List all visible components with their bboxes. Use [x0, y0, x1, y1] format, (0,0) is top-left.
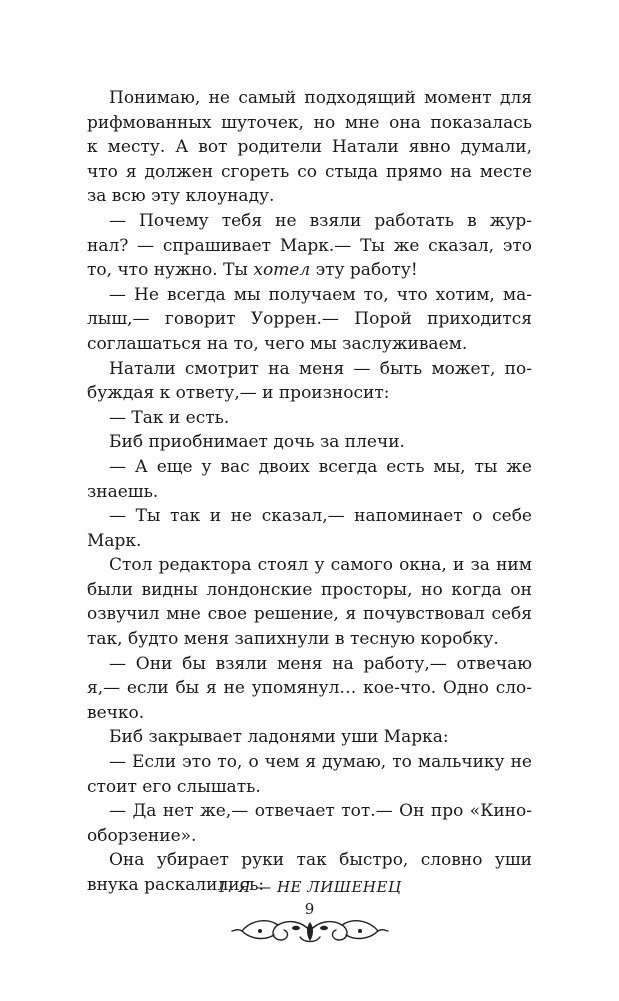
text-line: соглашаться на то, чего мы заслуживаем.: [87, 333, 468, 354]
text-line: знаешь.: [87, 481, 159, 502]
text-line: я,— если бы я не упомянул… кое-что. Одно сло-: [87, 678, 532, 699]
text-line: — Не всегда мы получаем то, что хотим, ма-: [109, 284, 532, 305]
text-line: — А еще у вас двоих всегда есть мы, ты же: [109, 456, 532, 477]
text-line: Она убирает руки так быстро, словно уши: [109, 850, 532, 871]
page-number: 9: [304, 900, 315, 918]
text-line: Марк.: [87, 530, 142, 551]
text-line: что я должен сгореть со стыда прямо на месте: [87, 161, 532, 182]
text-line: буждая к ответу,— и произносит:: [87, 383, 390, 404]
text-line: — Они бы взяли меня на работу,— отвечаю: [109, 653, 532, 674]
text-line: — Если это то, о чем я думаю, то мальчику не: [109, 752, 532, 773]
text-line: озвучил мне свое решение, я почувствовал себя: [87, 604, 532, 625]
text-line: — Почему тебя не взяли работать в жур-: [109, 210, 532, 231]
text-line: Натали смотрит на меня — быть может, по-: [109, 358, 532, 379]
text-line: лыш,— говорит Уоррен.— Порой приходится: [87, 309, 532, 330]
text-line: были видны лондонские просторы, но когда он: [87, 579, 532, 600]
floral-ornament-icon: [230, 913, 390, 949]
text-fragment: эту работу!: [310, 260, 418, 281]
text-line: к месту. А вот родители Натали явно думали,: [87, 137, 532, 158]
text-line: за всю эту клоунаду.: [87, 186, 275, 207]
text-line: Понимаю, не самый подходящий момент для: [109, 88, 532, 108]
text-line: рифмованных шуточек, но мне она показалась: [87, 112, 532, 133]
emphasis-text: хотел: [253, 260, 311, 281]
text-line: внука раскалились:: [87, 875, 265, 895]
text-line: оборзение».: [87, 825, 197, 846]
text-line: так, будто меня запихнули в тесную коробку.: [87, 629, 499, 650]
text-line: — Да нет же,— отвечает тот.— Он про «Кино-: [109, 801, 532, 822]
body-text: [87, 86, 532, 898]
text-line: — Так и есть.: [109, 407, 230, 428]
text-line: Биб закрывает ладонями уши Марка:: [109, 727, 449, 748]
text-line: Биб приобнимает дочь за плечи.: [109, 432, 405, 453]
text-line: [87, 258, 532, 283]
text-line: стоит его слышать.: [87, 776, 261, 797]
text-fragment: то, что нужно. Ты: [87, 260, 254, 281]
text-line: вечко.: [87, 702, 145, 723]
text-line: Стол редактора стоял у самого окна, и за ним: [109, 555, 532, 576]
running-title: 1: Я — НЕ ЛИШЕНЕЦ: [217, 878, 402, 896]
text-line: — Ты так и не сказал,— напоминает о себе: [109, 506, 532, 527]
text-line: нал? — спрашивает Марк.— Ты же сказал, это: [87, 235, 532, 256]
